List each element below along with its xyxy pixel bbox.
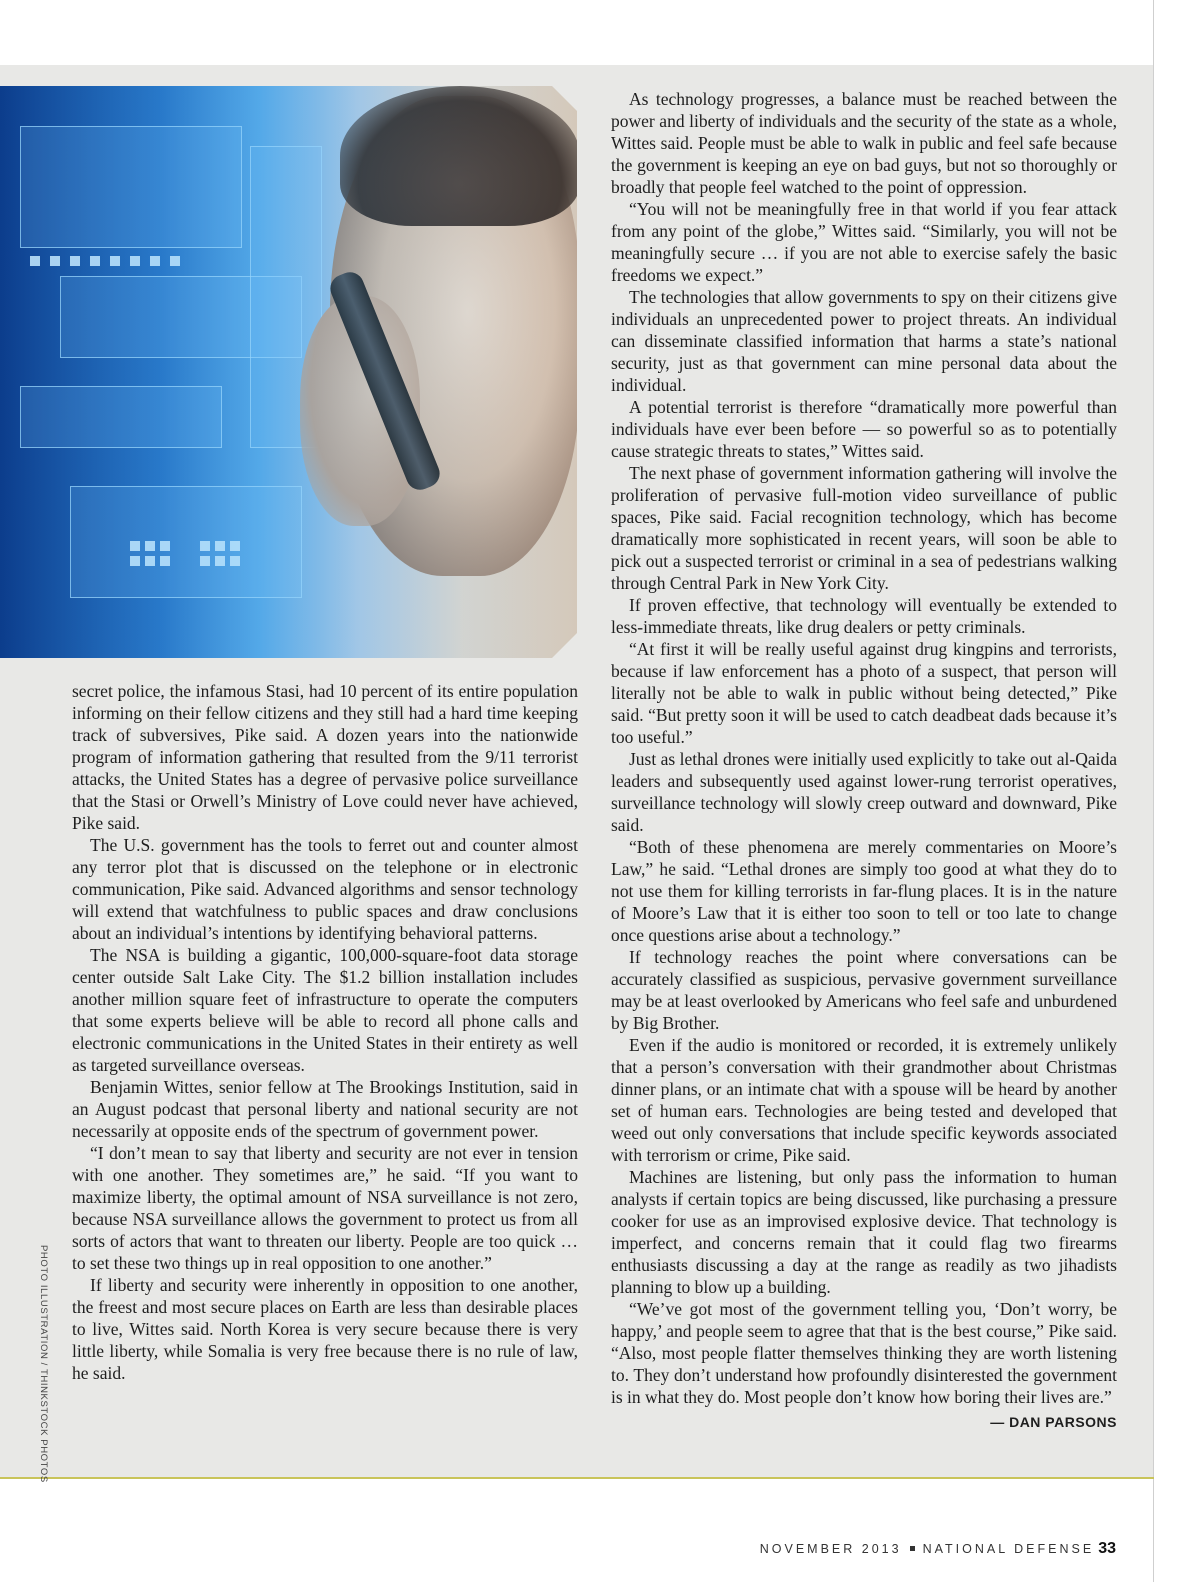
paragraph: Just as lethal drones were initially used explicitly to take out al-Qaida leaders and subsequently used against lower-rung terrorist operatives, surveillance technology will slowly creep outward and downward, Pike said. (611, 749, 1117, 835)
paragraph: “I don’t mean to say that liberty and security are not ever in tension with one another. They sometimes are,” he said. “If you want to maximize liberty, the optimal amount of NSA surveillance is not zero, because NSA surveillance allows the government to protect us from all sorts of actors that want to threaten our liberty. People are too quick … to set these two things up in real opposition to one another.” (72, 1143, 578, 1273)
paragraph (611, 1298, 1117, 1430)
paragraph: Benjamin Wittes, senior fellow at The Brookings Institution, said in an August podcast that personal liberty and national security are not necessarily at opposite ends of the spectrum of government power. (72, 1077, 578, 1141)
paragraph: The next phase of government information gathering will involve the proliferation of pervasive full-motion video surveillance of public spaces, Pike said. Facial recognition technology, which has become dramatically more sophisticated in recent years, will soon be able to pick out a suspected terrorist or criminal in a sea of pedestrians walking through Central Park in New York City. (611, 463, 1117, 593)
paragraph: A potential terrorist is therefore “dramatically more powerful than individuals have ever been before — so powerful so as to potentially cause strategic threats to states,” Wittes said. (611, 397, 1117, 461)
right-column (611, 88, 1117, 1433)
paragraph: If proven effective, that technology will eventually be extended to less-immediate threats, like drug dealers or petty criminals. (611, 595, 1117, 637)
paragraph: “At first it will be really useful against drug kingpins and terrorists, because if law enforcement has a photo of a suspect, that person will literally not be able to walk in public without being detected,” Pike said. “But pretty soon it will be used to catch deadbeat dads because it’s too useful.” (611, 639, 1117, 747)
page-edge (1153, 0, 1154, 1582)
paragraph: “You will not be meaningfully free in that world if you fear attack from any point of the globe,” Wittes said. “Similarly, you will not be meaningfully secure … if you are not able to exercise safely the basic freedoms we expect.” (611, 199, 1117, 285)
paragraph: The technologies that allow governments to spy on their citizens give individuals an unprecedented power to project threats. An individual can disseminate classified information that harms a state’s national security, just as that government can mine personal data about the individual. (611, 287, 1117, 395)
paragraph: If liberty and security were inherently in opposition to one another, the freest and most secure places on Earth are less than desirable places to live, Wittes said. North Korea is very secure because there is very little liberty, while Somalia is very free because there is no rule of law, he said. (72, 1275, 578, 1383)
paragraph: Even if the audio is monitored or recorded, it is extremely unlikely that a person’s conversation with their grandmother about Christmas dinner plans, or an intimate chat with a spouse will be heard by another set of human ears. Technologies are being tested and developed that weed out only conversations that include specific keywords associated with terrorism or crime, Pike said. (611, 1035, 1117, 1165)
paragraph: secret police, the infamous Stasi, had 10 percent of its entire population informing on their fellow citizens and they still had a hard time keeping track of subversives, Pike said. A dozen years into the nationwide program of information gathering that resulted from the 9/11 terrorist attacks, the United States has a degree of pervasive police surveillance that the Stasi or Orwell’s Ministry of Love could never have achieved, Pike said. (72, 681, 578, 833)
paragraph: As technology progresses, a balance must be reached between the power and liberty of individuals and the security of the state as a whole, Wittes said. People must be able to walk in public and feel safe because the government is keeping an eye on bad guys, but not so thoroughly or broadly that people feel watched to the point of oppression. (611, 89, 1117, 197)
paragraph: The NSA is building a gigantic, 100,000-square-foot data storage center outside Salt Lake City. The $1.2 billion installation includes another million square feet of infrastructure to operate the computers that some experts believe will be able to record all phone calls and electronic communications in the United States in their entirety as well as targeted surveillance overseas. (72, 945, 578, 1075)
page-footer (760, 1540, 1116, 1558)
paragraph: “Both of these phenomena are merely commentaries on Moore’s Law,” he said. “Lethal drones are simply too good at what they do to not use them for killing terrorists in far-flung places. It is in the nature of Moore’s Law that it is either too soon to tell or too late to change once questions arise about a technology.” (611, 837, 1117, 945)
publication-name: NATIONAL DEFENSE (922, 1542, 1095, 1556)
article-photo (0, 86, 577, 658)
square-bullet-icon (910, 1546, 915, 1551)
paragraph: The U.S. government has the tools to ferret out and counter almost any terror plot that is discussed on the telephone or in electronic communication, Pike said. Advanced algorithms and sensor technology will extend that watchfulness to public spaces and draw conclusions about an individual’s intentions by identifying behavioral patterns. (72, 835, 578, 943)
issue-date: NOVEMBER 2013 (759, 1542, 902, 1556)
paragraph-text: “We’ve got most of the government telling you, ‘Don’t worry, be happy,’ and people seem to agree that that is the best course,” Pike said. “Also, most people flatter themselves thinking they are worth listening to. They don’t understand how profoundly disinterested the government is in what they do. Most people don’t know how boring their lives are.” (611, 1299, 1117, 1407)
bottom-rule (0, 1477, 1154, 1479)
photo-credit (35, 1245, 49, 1483)
paragraph: Machines are listening, but only pass the information to human analysts if certain topics are being discussed, like purchasing a pressure cooker for use as an improvised explosive device. That technology is imperfect, and concerns remain that it could flag two firearms enthusiasts discussing a day at the range as readily as two jihadists planning to blow up a building. (611, 1167, 1117, 1297)
paragraph: If technology reaches the point where conversations can be accurately classified as suspicious, pervasive government surveillance may be at least overlooked by Americans who feel safe and unburdened by Big Brother. (611, 947, 1117, 1033)
photo-credit-text: PHOTO ILLUSTRATION / THINKSTOCK PHOTOS (38, 1245, 49, 1483)
page-number: 33 (1098, 1540, 1116, 1557)
left-column (72, 680, 578, 1384)
byline: — DAN PARSONS (990, 1414, 1117, 1430)
